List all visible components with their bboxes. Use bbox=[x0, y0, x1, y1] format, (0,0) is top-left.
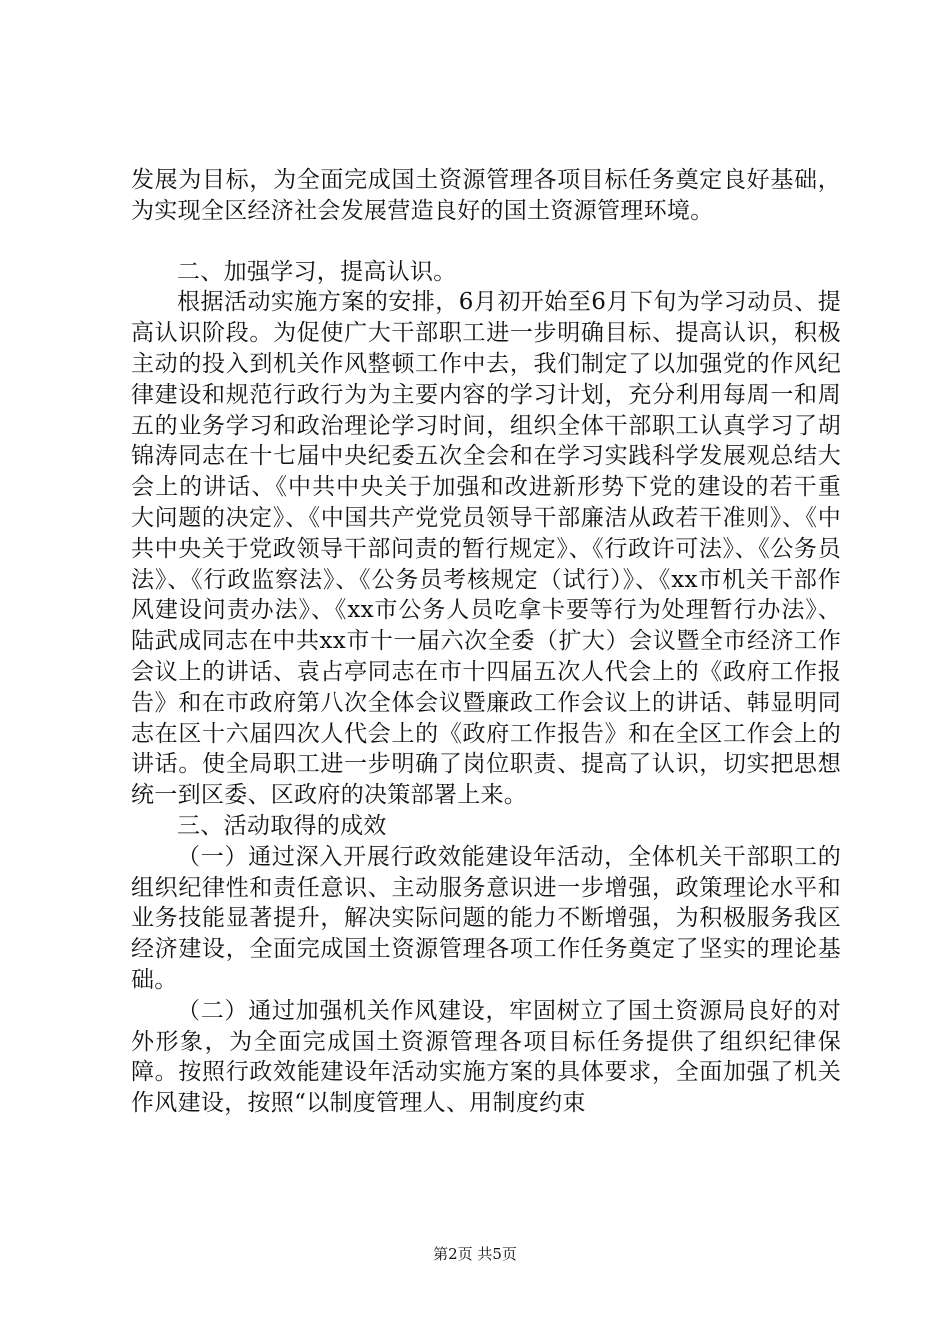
paragraph-result-2: （二）通过加强机关作风建设，牢固树立了国土资源局良好的对外形象，为全面完成国土资源管理各项目标任务提供了组织纪律保障。按照行政效能建设年活动实施方案的具体要求，全面加强了机关作风建设，按照“以制度管理人、用制度约束 bbox=[131, 997, 841, 1117]
paragraph-intro-continuation: 发展为目标，为全面完成国土资源管理各项目标任务奠定良好基础，为实现全区经济社会发展营造良好的国土资源管理环境。 bbox=[131, 167, 841, 224]
section-heading-3: 三、活动取得的成效 bbox=[177, 812, 387, 839]
paragraph-study: 根据活动实施方案的安排，6月初开始至6月下旬为学习动员、提高认识阶段。为促使广大干部职工进一步明确目标、提高认识，积极主动的投入到机关作风整顿工作中去，我们制定了以加强党的作风纪律建设和规范行政行为为主要内容的学习计划，充分利用每周一和周五的业务学习和政治理论学习时间，组织全体干部职工认真学习了胡锦涛同志在十七届中央纪委五次全会和在学习实践科学发展观总结大会上的讲话、《中共中央关于加强和改进新形势下党的建设的若干重大问题的决定》、《中国共产党党员领导干部廉洁从政若干准则》、《中共中央关于党政领导干部问责的暂行规定》、《行政许可法》、《公务员法》、《行政监察法》、《公务员考核规定（试行）》、《xx市机关干部作风建设问责办法》、《xx市公务人员吃拿卡要等行为处理暂行办法》、陆武成同志在中共xx市十一届六次全委（扩大）会议暨全市经济工作会议上的讲话、袁占亭同志在市十四届五次人代会上的《政府工作报告》和在市政府第八次全体会议暨廉政工作会议上的讲话、韩显明同志在区十六届四次人代会上的《政府工作报告》和在全区工作会上的讲话。使全局职工进一步明确了岗位职责、提高了认识，切实把思想统一到区委、区政府的决策部署上来。 bbox=[131, 289, 841, 809]
document-body bbox=[131, 165, 841, 1119]
page-number: 第2页 共5页 bbox=[433, 1245, 517, 1263]
paragraph-result-1: （一）通过深入开展行政效能建设年活动，全体机关干部职工的组织纪律性和责任意识、主动服务意识进一步增强，政策理论水平和业务技能显著提升，解决实际问题的能力不断增强，为积极服务我区经济建设，全面完成国土资源管理各项工作任务奠定了坚实的理论基础。 bbox=[131, 843, 841, 993]
section-heading-2: 二、加强学习，提高认识。 bbox=[177, 258, 457, 285]
